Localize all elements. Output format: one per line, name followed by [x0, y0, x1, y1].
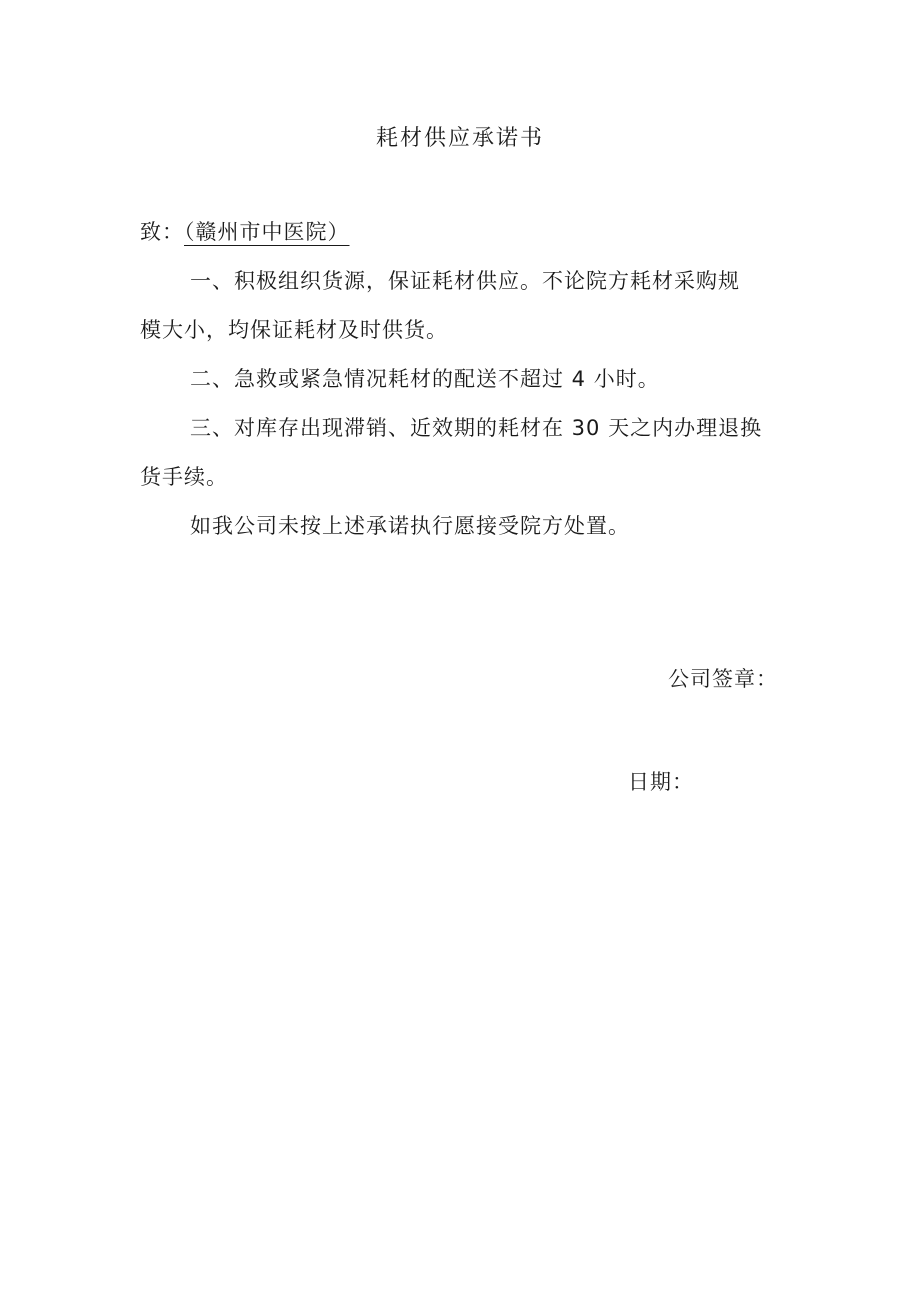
date-label: 日期：	[628, 770, 694, 794]
closing-statement: 如我公司未按上述承诺执行愿接受院方处置。	[190, 514, 630, 538]
item-3-line-1: 三、对库存出现滞销、近效期的耗材在 30 天之内办理退换	[190, 416, 763, 440]
item-3-line-2: 货手续。	[140, 465, 228, 489]
recipient-name: （赣州市中医院）	[184, 220, 350, 244]
company-seal-label: 公司签章：	[668, 667, 778, 691]
document-title: 耗材供应承诺书	[375, 126, 544, 151]
item-2: 二、急救或紧急情况耗材的配送不超过 4 小时。	[190, 367, 660, 391]
recipient-prefix: 致：	[140, 220, 184, 244]
item-1-line-2: 模大小，均保证耗材及时供货。	[140, 318, 448, 342]
item-1-line-1: 一、积极组织货源，保证耗材供应。不论院方耗材采购规	[190, 269, 740, 293]
recipient-line	[140, 215, 350, 249]
